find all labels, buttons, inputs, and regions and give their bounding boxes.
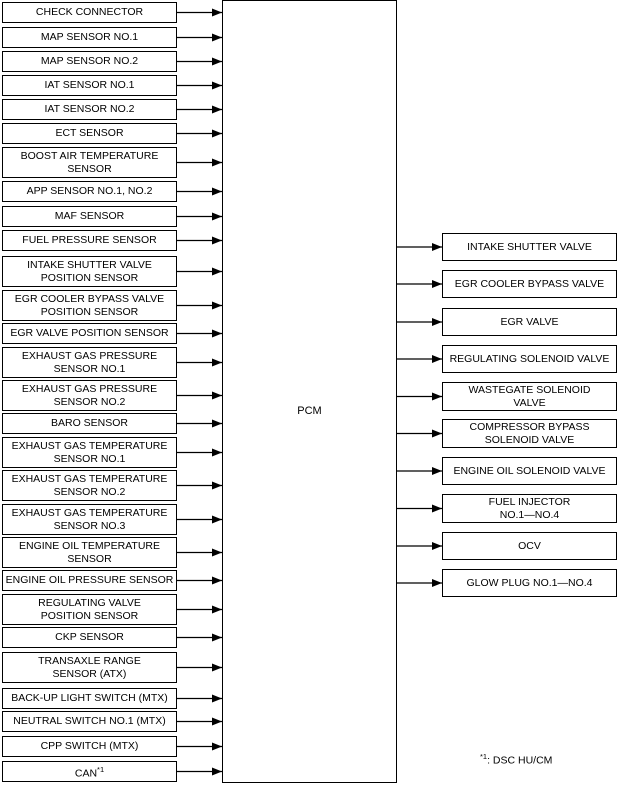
input-box — [2, 736, 177, 757]
input-box — [2, 570, 177, 591]
output-box — [442, 569, 617, 597]
input-box-label: MAF SENSOR — [54, 210, 125, 223]
output-box — [442, 270, 617, 298]
input-box — [2, 323, 177, 344]
input-box-label: NEUTRAL SWITCH NO.1 (MTX) — [13, 715, 166, 728]
input-box-label: APP SENSOR NO.1, NO.2 — [26, 185, 153, 198]
output-box — [442, 419, 617, 448]
input-box — [2, 75, 177, 96]
input-box — [2, 27, 177, 48]
input-box-label: IAT SENSOR NO.1 — [44, 79, 135, 92]
input-box — [2, 537, 177, 568]
output-box — [442, 233, 617, 261]
input-box-label: BACK-UP LIGHT SWITCH (MTX) — [11, 692, 168, 705]
output-box-label: REGULATING SOLENOID VALVE — [449, 352, 610, 365]
input-box — [2, 652, 177, 683]
input-box-label: ENGINE OIL PRESSURE SENSOR — [5, 574, 174, 587]
input-box-label: EXHAUST GAS PRESSURE SENSOR NO.2 — [21, 383, 158, 408]
output-box-label: WASTEGATE SOLENOID VALVE — [468, 384, 591, 409]
input-box — [2, 504, 177, 535]
input-box-label: CPP SWITCH (MTX) — [40, 740, 139, 753]
input-box — [2, 688, 177, 709]
input-box — [2, 290, 177, 321]
input-box-label: TRANSAXLE RANGE SENSOR (ATX) — [38, 655, 141, 680]
input-box-label: CAN$^{*1}$ — [74, 764, 105, 779]
output-box — [442, 457, 617, 485]
footnote-mark: *1 — [480, 752, 488, 761]
input-box-label: EXHAUST GAS TEMPERATURE SENSOR NO.1 — [11, 440, 168, 465]
output-box-label: EGR VALVE — [500, 315, 559, 328]
input-box-label: EGR COOLER BYPASS VALVE POSITION SENSOR — [14, 293, 165, 318]
input-box-label: MAP SENSOR NO.1 — [40, 31, 139, 44]
output-box — [442, 345, 617, 373]
input-box — [2, 51, 177, 72]
footnote — [480, 752, 552, 767]
output-box-label: EGR COOLER BYPASS VALVE — [454, 277, 605, 290]
output-box-label: COMPRESSOR BYPASS SOLENOID VALVE — [469, 421, 590, 446]
pcm-label: PCM — [297, 405, 322, 417]
output-box — [442, 494, 617, 523]
input-box — [2, 594, 177, 625]
input-box-label: FUEL PRESSURE SENSOR — [22, 234, 157, 247]
input-box-label: EXHAUST GAS PRESSURE SENSOR NO.1 — [21, 350, 158, 375]
output-box-label: GLOW PLUG NO.1—NO.4 — [466, 576, 593, 589]
input-box — [2, 206, 177, 227]
input-box — [2, 347, 177, 378]
input-box-label: CHECK CONNECTOR — [35, 6, 144, 19]
input-box — [2, 230, 177, 251]
input-box-label: EGR VALVE POSITION SENSOR — [10, 327, 169, 340]
output-box-label: OCV — [518, 539, 541, 552]
input-box — [2, 413, 177, 434]
input-box — [2, 627, 177, 648]
input-box-label: ECT SENSOR — [55, 127, 124, 140]
input-box — [2, 711, 177, 732]
input-box-label: ENGINE OIL TEMPERATURE SENSOR — [19, 540, 160, 565]
input-box — [2, 761, 177, 782]
input-box — [2, 181, 177, 202]
input-box — [2, 256, 177, 287]
input-box-label: EXHAUST GAS TEMPERATURE SENSOR NO.2 — [11, 473, 168, 498]
input-box-label: MAP SENSOR NO.2 — [40, 55, 139, 68]
input-box-label: INTAKE SHUTTER VALVE POSITION SENSOR — [27, 259, 152, 284]
input-box — [2, 99, 177, 120]
footnote-text: : DSC HU/CM — [487, 754, 553, 767]
input-box — [2, 2, 177, 23]
input-box-label: BOOST AIR TEMPERATURE SENSOR — [20, 150, 159, 175]
output-box — [442, 308, 617, 336]
input-box-label: CKP SENSOR — [55, 631, 124, 644]
output-box — [442, 532, 617, 560]
output-box-label: INTAKE SHUTTER VALVE — [467, 240, 592, 253]
input-box-label: EXHAUST GAS TEMPERATURE SENSOR NO.3 — [11, 507, 168, 532]
pcm-box — [222, 0, 397, 783]
input-box — [2, 470, 177, 501]
input-box — [2, 437, 177, 468]
output-box-label: ENGINE OIL SOLENOID VALVE — [453, 464, 606, 477]
output-box-label: FUEL INJECTOR NO.1—NO.4 — [488, 496, 571, 521]
input-box — [2, 380, 177, 411]
input-box — [2, 147, 177, 178]
input-box — [2, 123, 177, 144]
input-box-label: BARO SENSOR — [50, 417, 129, 430]
input-box-label: IAT SENSOR NO.2 — [44, 103, 135, 116]
input-box-label: REGULATING VALVE POSITION SENSOR — [38, 597, 141, 622]
output-box — [442, 382, 617, 411]
